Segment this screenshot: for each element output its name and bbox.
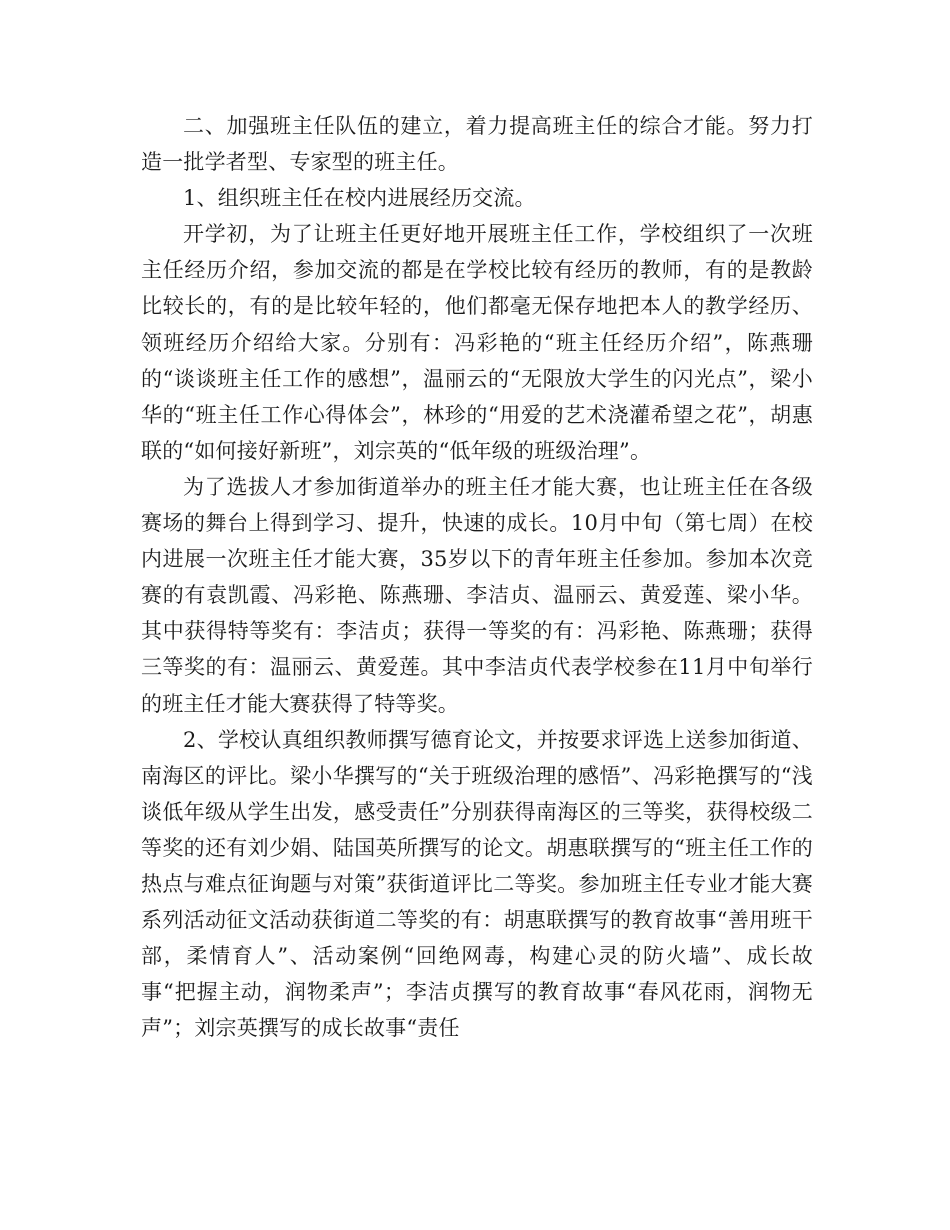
paragraph-experience-exchange: 开学初，为了让班主任更好地开展班主任工作，学校组织了一次班主任经历介绍，参加交流的都是在学校比较有经历的教师，有的是教龄比较长的，有的是比较年轻的，他们都毫无保存地把本人的教学经历、领班经历介绍给大家。分别有：冯彩艳的“班主任经历介绍”，陈燕珊的“谈谈班主任工作的感想”，温丽云的“无限放大学生的闪光点”，梁小华的“班主任工作心得体会”，林珍的“用爱的艺术浇灌希望之花”，胡惠联的“如何接好新班”，刘宗英的“低年级的班级治理”。 xyxy=(141,222,813,463)
paragraph-essays: 2、学校认真组织教师撰写德育论文，并按要求评选上送参加街道、南海区的评比。梁小华撰写的“关于班级治理的感悟”、冯彩艳撰写的“浅谈低年级从学生出发，感受责任”分别获得南海区的三等奖，获得校级二等奖的还有刘少娟、陆国英所撰写的论文。胡惠联撰写的“班主任工作的热点与难点征询题与对策”获街道评比二等奖。参加班主任专业才能大赛系列活动征文活动获街道二等奖的有：胡惠联撰写的教育故事“善用班干部，柔情育人”、活动案例“回绝网毒，构建心灵的防火墙”、成长故事“把握主动，润物柔声”；李洁贞撰写的教育故事“春风花雨，润物无声”；刘宗英撰写的成长故事“责任 xyxy=(141,727,813,1041)
paragraph-section-heading: 二、加强班主任队伍的建立，着力提高班主任的综合才能。努力打造一批学者型、专家型的班主任。 xyxy=(141,114,813,175)
paragraph-subheading-1: 1、组织班主任在校内进展经历交流。 xyxy=(183,186,536,211)
paragraph-competition: 为了选拔人才参加街道举办的班主任才能大赛，也让班主任在各级赛场的舞台上得到学习、提升，快速的成长。10月中旬（第七周）在校内进展一次班主任才能大赛，35岁以下的青年班主任参加。参加本次竞赛的有袁凯霞、冯彩艳、陈燕珊、李洁贞、温丽云、黄爱莲、梁小华。其中获得特等奖有：李洁贞；获得一等奖的有：冯彩艳、陈燕珊；获得三等奖的有：温丽云、黄爱莲。其中李洁贞代表学校参在11月中旬举行的班主任才能大赛获得了特等奖。 xyxy=(141,474,813,716)
document-body xyxy=(141,108,813,1046)
